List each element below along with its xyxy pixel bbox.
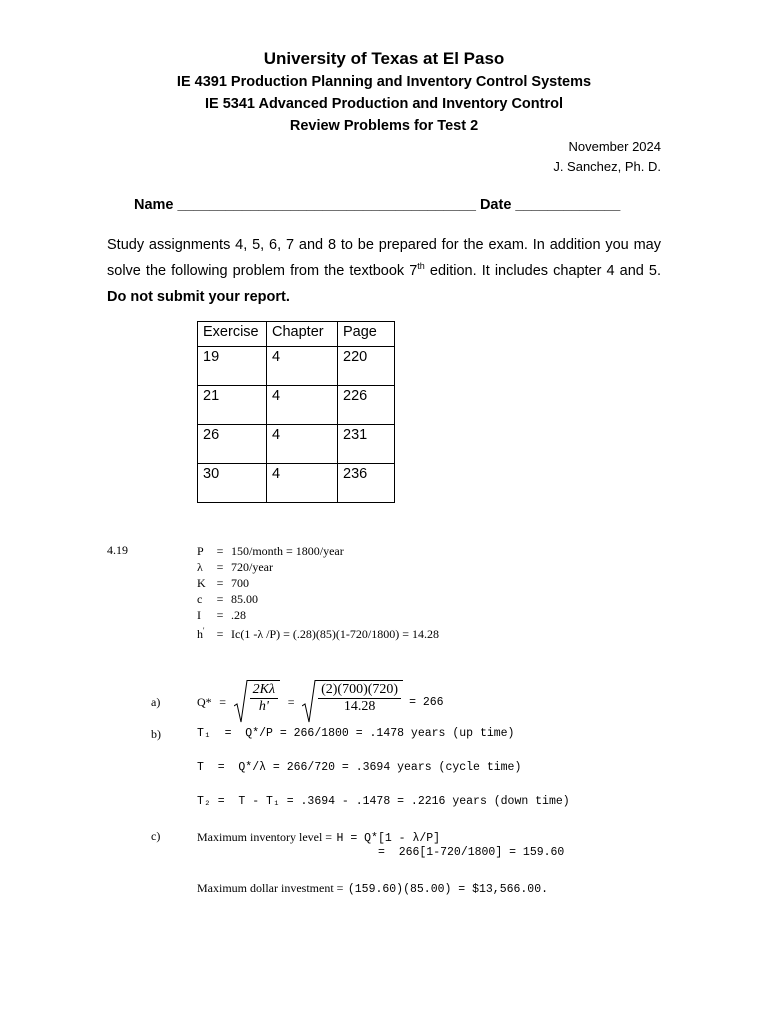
given-value: .28 bbox=[231, 608, 246, 622]
given-value: Ic(1 -λ /P) = (.28)(85)(1-720/1800) = 14.28 bbox=[231, 627, 439, 641]
name-label: Name bbox=[134, 197, 174, 213]
equals-sign: = bbox=[287, 694, 295, 709]
part-b-line-2: T = Q*/λ = 266/720 = .3694 years (cycle time) bbox=[197, 761, 522, 774]
table-cell: 231 bbox=[338, 425, 395, 464]
part-b-line-1: T₁ = Q*/P = 266/1800 = .1478 years (up time) bbox=[197, 727, 515, 740]
equals-sign: = bbox=[216, 544, 224, 558]
table-cell: 4 bbox=[267, 464, 338, 503]
given-value: 150/month = 1800/year bbox=[231, 544, 344, 558]
name-blank: _____________________________________ bbox=[177, 197, 476, 213]
table-cell: 30 bbox=[198, 464, 267, 503]
square-root-2 bbox=[302, 680, 403, 724]
equals-sign: = bbox=[216, 560, 224, 574]
given-label: c bbox=[197, 592, 203, 606]
part-c-label: c) bbox=[151, 829, 161, 843]
table-cell: 220 bbox=[338, 347, 395, 386]
university-title: University of Texas at El Paso bbox=[263, 49, 505, 68]
radicand-2 bbox=[316, 680, 403, 724]
max-inventory-label: Maximum inventory level = bbox=[197, 830, 333, 844]
fraction-denominator: 14.28 bbox=[343, 699, 376, 714]
square-root-1 bbox=[234, 680, 280, 724]
table-cell: 19 bbox=[198, 347, 267, 386]
equals-sign: = bbox=[216, 627, 224, 641]
given-label-text: h bbox=[197, 627, 203, 641]
table-header: Chapter bbox=[267, 322, 338, 347]
part-a-result: = 266 bbox=[409, 695, 444, 709]
prime-mark: ' bbox=[203, 626, 205, 635]
name-date-line bbox=[134, 197, 620, 213]
q-star-symbol: Q* bbox=[197, 694, 212, 709]
radicand-1 bbox=[248, 680, 280, 724]
table-header: Page bbox=[338, 322, 395, 347]
table-header: Exercise bbox=[198, 322, 267, 347]
given-value: 700 bbox=[231, 576, 249, 590]
part-a-label: a) bbox=[151, 695, 161, 709]
fraction-numeric bbox=[318, 682, 401, 715]
given-label: P bbox=[197, 544, 204, 558]
table-cell: 236 bbox=[338, 464, 395, 503]
table-cell: 4 bbox=[267, 425, 338, 464]
table-cell: 226 bbox=[338, 386, 395, 425]
given-row bbox=[197, 623, 439, 642]
max-dollar-calc: (159.60)(85.00) = $13,566.00. bbox=[347, 883, 549, 896]
document-title: Review Problems for Test 2 bbox=[289, 118, 479, 134]
given-value: 85.00 bbox=[231, 592, 258, 606]
table-row bbox=[198, 425, 395, 464]
part-b-line-3: T₂ = T - T₁ = .3694 - .1478 = .2216 years (down time) bbox=[197, 795, 570, 808]
table-cell: 4 bbox=[267, 347, 338, 386]
given-row bbox=[197, 607, 439, 623]
max-dollar-line bbox=[197, 879, 548, 897]
instructor-name: J. Sanchez, Ph. D. bbox=[553, 159, 661, 174]
problem-givens bbox=[197, 543, 439, 642]
given-label: K bbox=[197, 576, 206, 590]
fraction-numerator: (2)(700)(720) bbox=[318, 682, 401, 699]
course-line-2: IE 5341 Advanced Production and Inventory Control bbox=[205, 96, 563, 112]
table-cell: 26 bbox=[198, 425, 267, 464]
max-inventory-calc: = 266[1-720/1800] = 159.60 bbox=[378, 846, 565, 859]
part-a-formula bbox=[197, 678, 444, 726]
date-label: Date bbox=[479, 197, 512, 213]
problem-number: 4.19 bbox=[107, 543, 128, 557]
intro-paragraph bbox=[107, 232, 661, 310]
radical-sign-icon bbox=[302, 680, 316, 724]
given-row bbox=[197, 543, 439, 559]
given-row bbox=[197, 559, 439, 575]
equals-sign: = bbox=[216, 608, 224, 622]
fraction-2k-lambda bbox=[250, 682, 278, 715]
date-blank: _____________ bbox=[515, 197, 621, 213]
document-date: November 2024 bbox=[568, 139, 661, 154]
max-dollar-label: Maximum dollar investment = bbox=[197, 881, 344, 895]
table-header-row bbox=[198, 322, 395, 347]
table-row bbox=[198, 386, 395, 425]
radical-sign-icon bbox=[234, 680, 248, 724]
exercise-table bbox=[197, 321, 395, 503]
table-row bbox=[198, 347, 395, 386]
table-cell: 21 bbox=[198, 386, 267, 425]
fraction-numerator: 2Kλ bbox=[250, 682, 278, 699]
equals-sign: = bbox=[216, 576, 224, 590]
intro-superscript: th bbox=[417, 261, 425, 272]
max-inventory-line bbox=[197, 828, 440, 846]
given-value: 720/year bbox=[231, 560, 273, 574]
given-label bbox=[197, 623, 209, 642]
table-cell: 4 bbox=[267, 386, 338, 425]
intro-text-continued: edition. It includes chapter 4 and 5. bbox=[424, 263, 661, 279]
max-inventory-formula: H = Q*[1 - λ/P] bbox=[336, 832, 441, 845]
fraction-denominator: h' bbox=[258, 699, 269, 714]
given-row bbox=[197, 591, 439, 607]
equals-sign: = bbox=[216, 592, 224, 606]
given-row bbox=[197, 575, 439, 591]
course-line-1: IE 4391 Production Planning and Inventory Control Systems bbox=[176, 74, 592, 90]
table-row bbox=[198, 464, 395, 503]
equals-sign: = bbox=[219, 694, 227, 709]
intro-bold-note: Do not submit your report. bbox=[107, 289, 290, 305]
given-label: λ bbox=[197, 560, 203, 574]
part-b-label: b) bbox=[151, 727, 161, 741]
intro-text: Study assignments 4, 5, 6, 7 and 8 to be prepared for the exam. In addition you may solve the following problem from the textbook 7 bbox=[107, 237, 661, 279]
given-label: I bbox=[197, 608, 201, 622]
